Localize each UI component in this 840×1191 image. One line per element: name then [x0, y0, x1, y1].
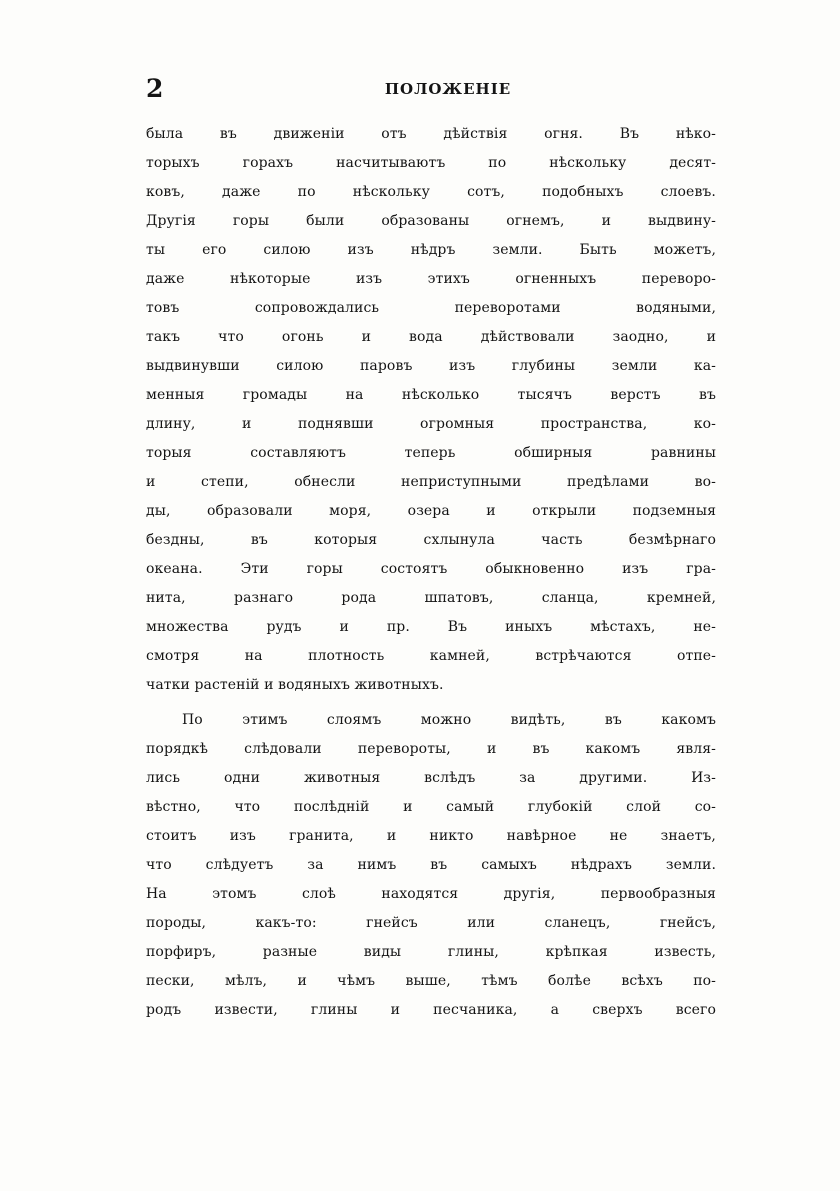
text-line: ты его силою изъ нѣдръ земли. Быть можетъ, [146, 242, 716, 258]
paragraph-1 [146, 120, 716, 700]
text-line: По этимъ слоямъ можно видѣть, въ какомъ [182, 712, 716, 728]
text-line: и степи, обнесли неприступными предѣлами во- [146, 474, 716, 490]
page-header [146, 74, 716, 110]
text-line: ды, образовали моря, озера и открыли подземныя [146, 503, 716, 519]
text-line: лись одни животныя вслѣдъ за другими. Из- [146, 770, 716, 786]
text-line: нита, разнаго рода шпатовъ, сланца, кремней, [146, 590, 716, 606]
page-number: 2 [146, 74, 164, 103]
text-line: что слѣдуетъ за нимъ въ самыхъ нѣдрахъ земли. [146, 857, 716, 873]
text-line: длину, и поднявши огромныя пространства, ко- [146, 416, 716, 432]
text-line: чатки растеній и водяныхъ животныхъ. [146, 677, 444, 693]
text-line: родъ извести, глины и песчаника, а сверхъ всего [146, 1002, 716, 1018]
running-title: ПОЛОЖЕНІЕ [384, 80, 512, 98]
text-line: даже нѣкоторые изъ этихъ огненныхъ переворо- [146, 271, 716, 287]
body-text [146, 120, 716, 1025]
text-line: менныя громады на нѣсколько тысячъ верстъ въ [146, 387, 716, 403]
text-line: порядкѣ слѣдовали перевороты, и въ какомъ явля- [146, 741, 716, 757]
text-line: множества рудъ и пр. Въ иныхъ мѣстахъ, не- [146, 619, 716, 635]
text-line: океана. Эти горы состоятъ обыкновенно изъ гра- [146, 561, 716, 577]
text-line: стоитъ изъ гранита, и никто навѣрное не знаетъ, [146, 828, 716, 844]
text-line: торыхъ горахъ насчитываютъ по нѣскольку десят- [146, 155, 716, 171]
text-line: товъ сопровождались переворотами водяными, [146, 300, 716, 316]
text-line: такъ что огонь и вода дѣйствовали заодно, и [146, 329, 716, 345]
text-line: ковъ, даже по нѣскольку сотъ, подобныхъ слоевъ. [146, 184, 716, 200]
text-line: выдвинувши силою паровъ изъ глубины земли ка- [146, 358, 716, 374]
paragraph-2 [146, 706, 716, 1025]
text-line: вѣстно, что послѣдній и самый глубокій слой со- [146, 799, 716, 815]
text-line: На этомъ слоѣ находятся другія, первообразныя [146, 886, 716, 902]
text-line: смотря на плотность камней, встрѣчаются отпе- [146, 648, 716, 664]
text-line: Другія горы были образованы огнемъ, и выдвину- [146, 213, 716, 229]
text-line: породы, какъ-то: гнейсъ или сланецъ, гнейсъ, [146, 915, 716, 931]
text-line: бездны, въ которыя схлынула часть безмѣрнаго [146, 532, 716, 548]
text-line: порфиръ, разные виды глины, крѣпкая известь, [146, 944, 716, 960]
text-line: торыя составляютъ теперь обширныя равнины [146, 445, 716, 461]
text-line: пески, мѣлъ, и чѣмъ выше, тѣмъ болѣе всѣхъ по- [146, 973, 716, 989]
text-line: была въ движеніи отъ дѣйствія огня. Въ нѣко- [146, 126, 716, 142]
